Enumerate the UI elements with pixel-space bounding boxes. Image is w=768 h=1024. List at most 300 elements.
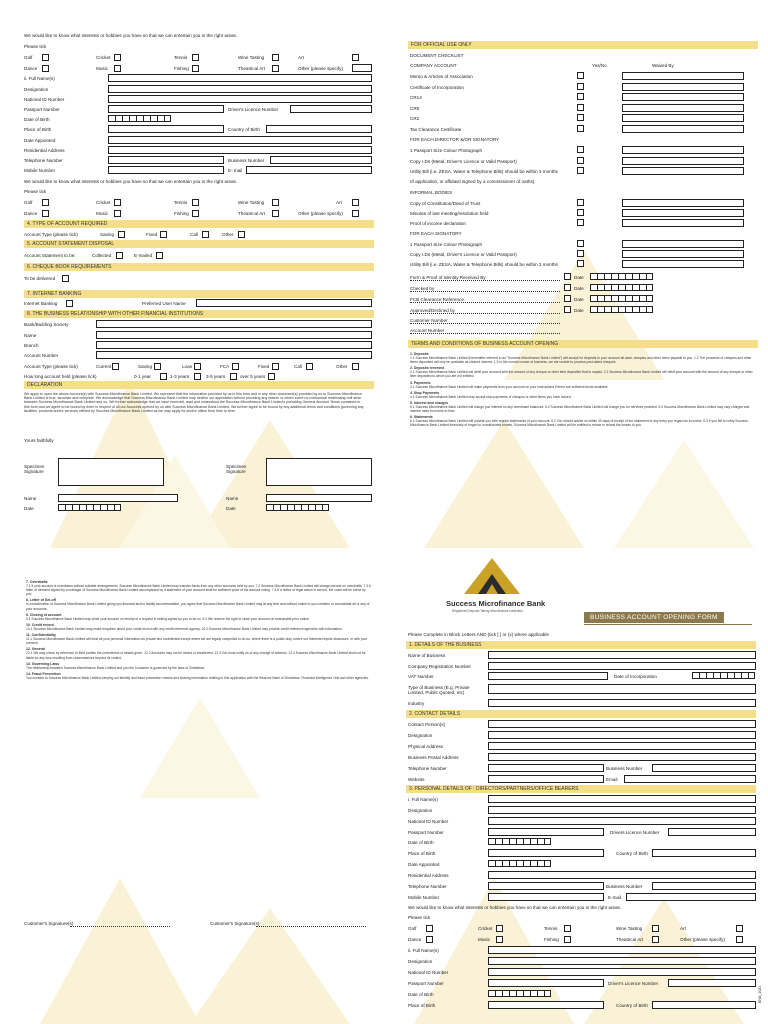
bank-name-input[interactable] [96,320,372,328]
side-code: ENG_2021 [758,985,762,1003]
vat-number-input[interactable] [488,672,608,680]
waived-by-input[interactable] [622,240,744,248]
drivers-licence-label: Drivers Licence Number [610,830,660,835]
held-option: over 5 years [240,374,266,379]
waived-by-input[interactable] [622,209,744,217]
hobby-label: Golf [24,55,33,60]
preferred-user-input[interactable] [196,299,372,307]
waived-by-input[interactable] [622,250,744,258]
account-type-label: Account Type (please tick) [24,232,78,237]
residential-label: Residential Address [24,148,65,153]
hobby-checkbox[interactable] [192,199,199,206]
waived-by-input[interactable] [622,104,744,112]
hobby-label: Dance [24,211,38,216]
person-field-label: National ID Number [408,819,449,824]
checklist-item: Utility Bill (i.e. ZESA, Water & Telephone Bills) should be within 3 months [410,262,558,267]
customer-signature-label: Customer's Signature(s) [210,921,260,926]
hobby-checkbox[interactable] [192,65,199,72]
hobby-checkbox[interactable] [496,936,503,943]
clause-heading: 2. Deposits reversed [410,366,445,371]
date-label: Date [574,297,584,302]
hobby-label: Art [298,55,304,60]
checklist-item: Copy I.Ds (Metal, Driver's Licence or Valid Passport) [410,159,517,164]
hobby-checkbox[interactable] [496,925,503,932]
account-type-2-checkbox[interactable] [112,363,119,370]
hobby-checkbox[interactable] [564,925,571,932]
customer-signature-label: Customer's Signature(s) [24,921,74,926]
account-type-2-checkbox[interactable] [272,363,279,370]
yes-no-checkbox[interactable] [577,157,584,164]
account-number-label: Account Number [24,353,59,358]
designation-label: Designation [24,87,49,92]
hobby-label: Cricket [478,926,493,931]
clause-heading: 9. Closing of account [26,612,62,617]
account-type-checkbox[interactable] [202,231,209,238]
drivers-licence-label: Driver's Licence Number [608,981,659,986]
person-designation-input[interactable] [488,806,756,814]
yes-no-checkbox[interactable] [577,146,584,153]
specimen-signature-box[interactable] [266,458,372,486]
business-number-input[interactable] [652,764,756,772]
clause-heading: 8. Letter of Set-off [26,598,56,603]
account-type-checkbox[interactable] [238,231,245,238]
hobby-label: Other (please specify) [680,937,725,942]
please-tick: Please tick [408,915,431,920]
hobby-checkbox[interactable] [114,210,121,217]
hobby-label: Wine Tasting [238,200,265,205]
clause [26,647,372,659]
hobby-checkbox[interactable] [736,936,743,943]
person2-drivers-licence-input[interactable] [668,979,756,987]
person-full-name-input[interactable] [488,795,756,803]
place-of-birth-input[interactable] [108,125,224,133]
person-mobile-input[interactable] [488,893,604,901]
clause [26,580,372,596]
yes-no-checkbox[interactable] [577,209,584,216]
email-input[interactable] [246,166,372,174]
hobby-checkbox[interactable] [272,54,279,61]
telephone-input[interactable] [108,156,224,164]
yes-no-checkbox[interactable] [577,240,584,247]
full-names-input[interactable] [108,74,372,82]
national-id-input[interactable] [108,95,372,103]
account-type-2-option: Fixed [258,364,270,369]
dob-label: Date of Birth [24,117,50,122]
approved-date-cells[interactable] [590,306,653,313]
clause-text: The relationship between Success Microfinance Bank Limited and you the Customer is governed by the laws of Zimbabwe. [26,665,206,670]
yes-no-header: Yes/No [592,63,607,68]
person-field-label: i. Full Name(s) [408,797,438,802]
clause-heading: 7. Overdrafts [26,580,48,584]
hobby-checkbox[interactable] [352,199,359,206]
email-label: E- mail [228,168,243,173]
hobby-checkbox[interactable] [42,210,49,217]
hobby-label: Cricket [96,55,111,60]
person-business-number-input[interactable] [652,882,756,890]
designation-input[interactable] [108,85,372,93]
yes-no-checkbox[interactable] [577,167,584,174]
clause [410,401,756,413]
dob-cells[interactable] [108,115,171,122]
hobby-checkbox[interactable] [736,925,743,932]
hobby-checkbox[interactable] [192,210,199,217]
clause [26,662,372,670]
waived-by-input[interactable] [622,146,744,154]
hobby-checkbox[interactable] [272,199,279,206]
statement-checkbox[interactable] [116,252,123,259]
contact-field-label: Designation [408,733,433,738]
name-input[interactable] [96,331,372,339]
name-label: Name [24,333,37,338]
person-field-label: Date Appointed [408,862,440,867]
account-type-2-option: FCA [220,364,230,369]
section-business-details: 1. DETAILS OF THE BUSINESS [406,641,756,649]
person-field-label: Telephone Number [408,884,447,889]
yes-no-checkbox[interactable] [577,83,584,90]
email-label: Email [606,777,618,782]
yes-no-checkbox[interactable] [577,125,584,132]
person2-full-name-input[interactable] [488,946,756,954]
hobby-checkbox[interactable] [272,65,279,72]
held-label: How long account held (please tick) [24,374,97,379]
each-director-header: FOR EACH DIRECTOR &/OR SIGNATORY [410,137,500,142]
signatory-date-label: Date [24,506,34,511]
account-type-option: Fixed [146,232,158,237]
person2-field-label: Date of Birth [408,992,434,997]
contact-field-label: Telephone Number [408,766,447,771]
hobby-checkbox[interactable] [192,54,199,61]
waived-by-input[interactable] [622,219,744,227]
signatory-name-input[interactable] [266,494,372,502]
internet-banking-label: Internet Banking [24,301,58,306]
drivers-licence-label: Driver's Licence Number [228,107,279,112]
person-email-input[interactable] [626,893,756,901]
document-checklist: DOCUMENT CHECKLIST [410,53,464,58]
country-of-birth-input[interactable] [652,849,756,857]
each-signatory-header: FOR EACH SIGNATORY [410,231,462,236]
person-national-id-input[interactable] [488,817,756,825]
hobby-label: Wine Tasting [238,55,265,60]
signatory-date-label: Date [226,506,236,511]
website-input[interactable] [488,775,604,783]
waived-by-input[interactable] [622,114,744,122]
customer-signature-line[interactable] [256,926,366,927]
clause-text: 4.1 Success Microfinance Bank Limited may accept stop payments of cheques or other items you have issued. [410,394,572,399]
date-appointed-input[interactable] [108,136,372,144]
person-field-label: Date of Birth [408,840,434,845]
hobby-checkbox[interactable] [564,936,571,943]
held-checkbox[interactable] [230,373,237,380]
received-checkbox[interactable] [564,273,571,280]
company-account: COMPANY ACCOUNT [410,63,457,68]
preferred-user-label: Preferred User Name [142,301,186,306]
account-type-2-label: Account Type (please tick) [24,364,78,369]
account-type-checkbox[interactable] [160,231,167,238]
specimen-signature-box[interactable] [58,458,164,486]
yes-no-checkbox[interactable] [577,104,584,111]
yes-no-checkbox[interactable] [577,260,584,267]
clause-text: 3.1 Success Microfinance Bank Limited will make payments from your account on your instructions if there are sufficient funds available. [410,384,609,389]
hobby-label: Theatrical Art [616,937,644,942]
informal-bodies-header: INFORMAL BODIES [410,190,453,195]
form-title: BUSINESS ACCOUNT OPENING FORM [584,612,724,623]
hobby-checkbox[interactable] [352,54,359,61]
yes-no-checkbox[interactable] [577,93,584,100]
section-internet-banking: 7. INTERNET BANKING [24,290,374,298]
approved-checkbox[interactable] [564,306,571,313]
signatory-date-cells[interactable] [58,504,121,511]
signatory-name-input[interactable] [58,494,178,502]
clause-heading: 5. Interest and charges [410,400,449,405]
contact-person-input[interactable] [488,720,756,728]
clause-heading: 6. Statements [410,415,433,420]
hobby-label: Golf [408,926,417,931]
terms-header: TERMS AND CONDITIONS OF BUSINESS ACCOUNT OPENING [408,340,758,348]
clause-text: In consideration of Success Microfinance Bank Limited giving you financial and/or facility accommodation, you agree that Success Microfinance Bank Limited may at any time and without notice to you combine or consolidate all or any of your accounts. [26,602,370,611]
section-account-type: 4. TYPE OF ACCOUNT REQUIRED [24,220,374,228]
person-field-label: Passport Number [408,830,444,835]
business-number-input[interactable] [270,156,372,164]
held-checkbox[interactable] [160,373,167,380]
account-type-2-option: Saving [138,364,153,369]
held-checkbox[interactable] [194,373,201,380]
clause [26,633,372,645]
yes-no-checkbox[interactable] [577,199,584,206]
bank-name-label: Bank/Building Society [24,322,69,327]
account-type-2-checkbox[interactable] [306,363,313,370]
contact-field-label: Physical Address [408,744,443,749]
residential-address-input[interactable] [488,871,756,879]
specimen-signature-label: Specimen Signature [226,464,247,475]
waived-by-input[interactable] [622,83,744,91]
checklist-item: CR14 [410,95,422,100]
checked-by-label: Checked by [410,286,560,292]
date-label: Date [574,286,584,291]
hobby-label: Fishing [544,937,559,942]
business-name-input[interactable] [488,651,756,659]
hobby-label: Golf [24,200,33,205]
customer-signature-line[interactable] [70,926,170,927]
person2-designation-input[interactable] [488,957,756,965]
delivered-checkbox[interactable] [62,275,69,282]
waived-by-input[interactable] [622,260,744,268]
fcb-checkbox[interactable] [564,295,571,302]
clause [410,352,756,364]
type-of-business-input[interactable] [488,684,756,694]
contact-telephone-input[interactable] [488,764,604,772]
person2-passport-input[interactable] [488,979,604,987]
checked-date-cells[interactable] [590,284,653,291]
hobby-checkbox[interactable] [114,65,121,72]
clause-heading: 13. Governing Laws [26,661,60,666]
hobby-label: Tennis [544,926,558,931]
hobby-other-input[interactable] [352,64,372,72]
hobby-checkbox[interactable] [652,936,659,943]
hobby-checkbox[interactable] [114,199,121,206]
specimen-signature-label: Specimen Signature [24,464,45,475]
person-passport-input[interactable] [488,828,604,836]
hobby-checkbox[interactable] [42,54,49,61]
waived-by-input[interactable] [622,157,744,165]
statement-option: E-mailed [134,253,153,258]
person2-country-of-birth-input[interactable] [652,1001,756,1009]
account-type-2-checkbox[interactable] [352,363,359,370]
national-id-label: National ID Number [24,97,65,102]
personal-details-page [0,0,384,548]
checklist-item: Tax Clearance Certificate [410,127,462,132]
contact-field-label: Business Postal Address [408,755,459,760]
contact-field-label: Website [408,777,425,782]
section-cheque-book: 6. CHEQUE BOOK REQUIREMENTS [24,263,374,271]
checklist-item: of application, or affidavit signed by a commissioner of oaths) [410,179,535,184]
business-account-opening-page [384,548,768,1024]
please-tick: Please tick [24,44,47,49]
hobby-checkbox[interactable] [114,54,121,61]
account-number-input[interactable] [96,351,372,359]
clause [410,415,756,427]
clause [410,366,756,378]
held-option: 1-3 years [170,374,190,379]
terms-clauses [410,352,756,430]
business-number-label: Business Number [606,884,643,889]
clause-heading: 1. Deposits [410,352,429,356]
type-of-business-label: Type of Business (E.g. Private Limited, Public Quoted, etc) [408,685,470,696]
checked-checkbox[interactable] [564,284,571,291]
waived-by-input[interactable] [622,72,744,80]
clause-text: 7.1 If your account is overdrawn without suitable arrangements, Success Microfinance Bank Limited may transfer funds from any other accounts held by you. 7.2 Success Microfinance Bank Limited will charge interest on overdrafts. 7.3 A letter of demand signed by a manager of Success Microfinance Bank Limited accompanied by a statement of your account shall be sufficient proof of the amount owing. 7.4 If a notice of legal action is served, the costs will be borne by you. [26,584,371,597]
account-type-checkbox[interactable] [118,231,125,238]
date-incorporation-cells[interactable] [692,672,755,679]
clause-text: 9.1 Success Microfinance Bank Limited may close your account on receipt of a request in writing signed by you to do so. 9.2 We reserve the right to close your account on reasonable prior notice. [26,616,310,621]
received-date-cells[interactable] [590,273,653,280]
industry-input[interactable] [488,699,756,707]
fcb-date-cells[interactable] [590,295,653,302]
person2-dob-cells[interactable] [488,990,551,997]
terms-continued-page [0,548,384,1024]
date-appointed-cells[interactable] [488,860,551,867]
hobby-label: Music [96,66,108,71]
person2-national-id-input[interactable] [488,968,756,976]
clause [26,613,372,621]
waived-by-input[interactable] [622,199,744,207]
clause-text: 12.1 We may check by reference to third parties the correctness of details given. 12.2 Accounts may not be ceded or transferred. 12.3 You must notify us of any change of address. 12.4 Success Microfinance Bank Limited shall not be liable for any loss resulting from circumstances beyond its control. [26,651,366,660]
email-label: E-mail [608,895,622,900]
waived-by-input[interactable] [622,125,744,133]
person-place-of-birth-input[interactable] [488,849,604,857]
date-incorporation-label: Date of Incorporation [614,674,657,679]
held-option: 0-1 year [134,374,151,379]
hobby-checkbox[interactable] [652,925,659,932]
country-of-birth-label: Country of Birth [616,1003,648,1008]
mobile-input[interactable] [108,166,224,174]
clause [26,623,372,631]
clause-text: 10.1 Success Microfinance Bank Limited may make enquiries about your credit record with any credit reference agency. 10.2 Success Microfinance Bank Limited may provide credit reference agencies with information. [26,626,343,631]
clause-text: You consent to Success Microfinance Bank Limited carrying out identity and fraud prevention checks and sharing information relating to this application with the Reserve Bank of Zimbabwe, Financial Intelligence Unit and other agencies. [26,675,369,680]
contact-field-label: Contact Person(s) [408,722,446,727]
residential-input[interactable] [108,146,372,154]
internet-banking-checkbox[interactable] [66,300,73,307]
signatory-date-cells[interactable] [266,504,329,511]
account-type-option: Other [222,232,234,237]
yes-no-checkbox[interactable] [577,114,584,121]
passport-input[interactable] [108,105,224,113]
bank-logo-icon [462,556,522,596]
clause-text: 11.1 Success Microfinance Bank Limited will treat all your personal information as private and confidential except where we are legally compelled to do so, where there is a public duty, where our interests require disclosure, or with your consent. [26,637,368,646]
hobby-checkbox[interactable] [272,210,279,217]
held-checkbox[interactable] [268,373,275,380]
business-number-label: Business Number [228,158,265,163]
checklist-item: 1 Passport Size Colour Photograph [410,242,483,247]
registration-number-input[interactable] [488,662,756,670]
fcb-clearance-label: FCB Clearance Reference [410,297,560,303]
person2-field-label: Designation [408,959,433,964]
account-type-2-checkbox[interactable] [194,363,201,370]
statement-checkbox[interactable] [156,252,163,259]
date-label: Date [574,308,584,313]
account-type-2-checkbox[interactable] [232,363,239,370]
person2-field-label: Passport Number [408,981,444,986]
account-number-label: Account Number [410,328,560,334]
hobbies-intro: We would like to know what interests or hobbies you have so that we can entertain you in the right areas. [24,33,238,38]
physical-address-input[interactable] [488,742,756,750]
account-type-option: Saving [100,232,115,237]
clause-heading: 12. General [26,647,45,652]
business-field-label: Name of Business [408,653,446,658]
declaration-text: We apply to open the above Account(s) with Success Microfinance Bank Limited. We represent that the information provided by us in this form and in any other document(s) provided by us to Success Microfinance Bank Limited is true, accurate and complete. We acknowledge that Success Microfinance Bank Limited may decline our application without providing any reason or which event no contractual relationship will arise between Success Microfinance Bank Limited and us. We further acknowledge that we have received, read and understood the Success Microfinance Bank Limited's prevailing General Account Terms contained in this form and we agree to be bound by them in respect of all our Accounts opened by us with Success Microfinance Bank Limited. We further agree to be bound by any additional terms and conditions governing any facilities, products and/or services offered by Success Microfinance Bank Limited as we may apply for and/or utilise from time to time. [24,392,364,413]
yes-no-checkbox[interactable] [577,219,584,226]
clause-heading: 4. Stop Payments [410,390,440,395]
official-use-page [384,0,768,548]
hobby-label: Wine Tasting [616,926,643,931]
email-input[interactable] [624,775,756,783]
hobby-label: Art [336,200,342,205]
country-of-birth-input[interactable] [266,125,372,133]
drivers-licence-input[interactable] [668,828,756,836]
person-dob-cells[interactable] [488,838,551,845]
hobby-checkbox[interactable] [42,65,49,72]
hobby-checkbox[interactable] [426,936,433,943]
waived-by-input[interactable] [622,167,744,175]
checklist-item: Minutes of last meeting/resolution held [410,211,489,216]
section-declaration: DECLARATION [24,381,374,389]
person2-field-label: National ID Number [408,970,449,975]
person-telephone-input[interactable] [488,882,604,890]
clause-text: 2.1 Success Microfinance Bank Limited will debit your account with the amount of any cheque or other item deposited that is unpaid. 2.2 Success Microfinance Bank Limited will debit your account with the amount of any cheque or other item deposited to which you are not entitled. [410,370,753,379]
yes-no-checkbox[interactable] [577,250,584,257]
waived-by-input[interactable] [622,93,744,101]
clause-text: 6.1 Success Microfinance Bank Limited will provide you with regular statements of your account. 6.2 You should advise us within 30 days of receipt of the statement of any entry you regard as incorrect. 6.3 If you fail to notify Success Microfinance Bank Limited timeously of forged or unauthorised entries, Success Microfinance Bank Limited will be entitled to refuse to refund the losses to you. [410,419,748,428]
drivers-licence-input[interactable] [290,105,372,113]
business-field-label: Company Registration Number [408,664,472,669]
clause-text: 1.1 Success Microfinance Bank Limited (hereinafter referred to as "Success Microfinance Bank Limited") will accept for deposits to your account all cash, cheques and other items payable to you. 1.2 The proceeds of cheques and other items deposited will only be available as cleared interest. 1.3 In the normal course of business, we are unable to process post-dated cheques. [410,356,752,365]
bank-name: Success Microfinance Bank [446,599,546,608]
contact-designation-input[interactable] [488,731,756,739]
postal-address-input[interactable] [488,753,756,761]
clause-heading: 3. Payments [410,380,431,385]
date-appointed-label: Date Appointed [24,138,56,143]
person2-place-of-birth-input[interactable] [488,1001,604,1009]
statement-label: Account Statement to be: [24,253,76,258]
branch-input[interactable] [96,341,372,349]
hobby-checkbox[interactable] [352,210,359,217]
checklist-item: CR2 [410,116,420,121]
hobby-checkbox[interactable] [426,925,433,932]
hobby-checkbox[interactable] [42,199,49,206]
yes-no-checkbox[interactable] [577,72,584,79]
account-type-2-checkbox[interactable] [154,363,161,370]
date-label: Date [574,275,584,280]
terms-clauses-continued [26,580,372,682]
